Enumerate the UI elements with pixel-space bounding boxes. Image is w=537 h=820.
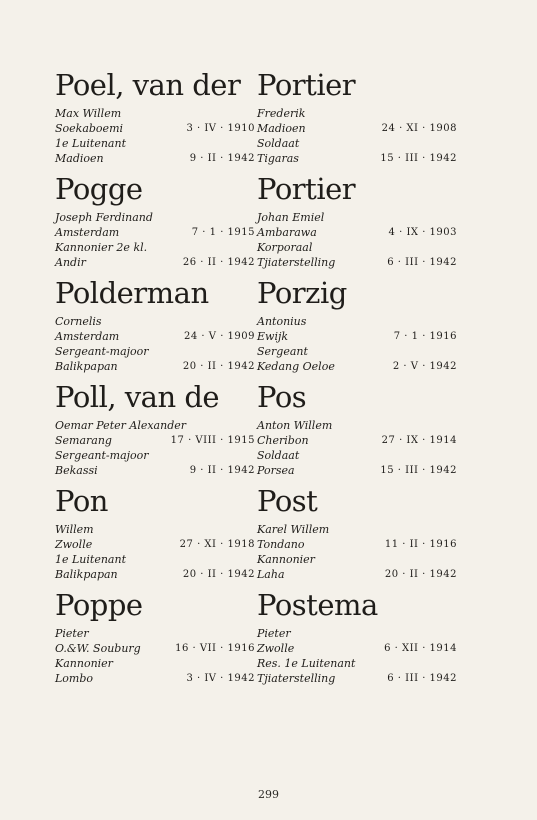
rank-line (55, 552, 255, 567)
birth-place: Zwolle (257, 642, 295, 655)
surname: Poll, van de (55, 380, 220, 414)
birth-place: O.&W. Souburg (55, 642, 141, 655)
birth-date: 11 · II · 1916 (384, 539, 457, 550)
surname: Pon (55, 484, 108, 518)
rank: 1e Luitenant (55, 553, 126, 566)
birth-line (257, 121, 457, 136)
birth-date: 7 · 1 · 1916 (393, 331, 457, 342)
birth-place: Cheribon (257, 434, 309, 447)
birth-line (55, 329, 255, 344)
given-names (55, 418, 255, 433)
death-date: 26 · II · 1942 (182, 257, 255, 268)
rank: Sergeant-majoor (55, 449, 149, 462)
death-line (55, 671, 255, 686)
surname: Porzig (257, 276, 347, 310)
birth-place: Zwolle (55, 538, 93, 551)
given-names (55, 522, 255, 537)
death-place: Tigaras (257, 152, 299, 165)
birth-date: 6 · XII · 1914 (384, 643, 457, 654)
given-names (257, 522, 457, 537)
rank: Sergeant-majoor (55, 345, 149, 358)
death-place: Andir (55, 256, 86, 269)
birth-date: 7 · 1 · 1915 (191, 227, 255, 238)
death-line (257, 567, 457, 582)
birth-line (55, 641, 255, 656)
given-names (257, 106, 457, 121)
entry (257, 588, 457, 686)
given-names (55, 626, 255, 641)
birth-line (55, 537, 255, 552)
rank-line (55, 656, 255, 671)
given-names-text: Joseph Ferdinand (55, 211, 153, 224)
rank: Kannonier 2e kl. (55, 241, 148, 254)
birth-line (257, 433, 457, 448)
given-names-text: Oemar Peter Alexander (55, 419, 187, 432)
birth-date: 16 · VII · 1916 (175, 643, 255, 654)
death-line (257, 463, 457, 478)
death-line (55, 255, 255, 270)
birth-place: Soekaboemi (55, 122, 124, 135)
death-line (257, 255, 457, 270)
given-names (55, 314, 255, 329)
entry (257, 276, 457, 374)
death-place: Kedang Oeloe (257, 360, 335, 373)
given-names (257, 418, 457, 433)
given-names (55, 106, 255, 121)
birth-date: 27 · IX · 1914 (381, 435, 457, 446)
rank-line (257, 656, 457, 671)
entry (55, 172, 255, 270)
entry (55, 588, 255, 686)
death-line (55, 567, 255, 582)
birth-place: Madioen (257, 122, 306, 135)
surname: Pogge (55, 172, 143, 206)
entry (257, 172, 457, 270)
given-names (257, 314, 457, 329)
death-place: Laha (257, 568, 285, 581)
given-names-text: Karel Willem (257, 523, 330, 536)
death-date: 20 · II · 1942 (182, 569, 255, 580)
death-date: 20 · II · 1942 (182, 361, 255, 372)
surname: Polderman (55, 276, 209, 310)
rank: Sergeant (257, 345, 308, 358)
rank: Soldaat (257, 449, 300, 462)
death-date: 6 · III · 1942 (387, 257, 457, 268)
entry (257, 380, 457, 478)
surname: Post (257, 484, 318, 518)
birth-line (257, 225, 457, 240)
death-line (257, 151, 457, 166)
birth-place: Ewijk (257, 330, 289, 343)
death-line (55, 359, 255, 374)
birth-place: Semarang (55, 434, 112, 447)
death-date: 9 · II · 1942 (189, 153, 255, 164)
birth-line (257, 641, 457, 656)
death-date: 3 · IV · 1942 (186, 673, 255, 684)
birth-line (257, 537, 457, 552)
surname: Postema (257, 588, 378, 622)
death-date: 6 · III · 1942 (387, 673, 457, 684)
death-place: Porsea (257, 464, 295, 477)
entry (55, 484, 255, 582)
given-names (257, 626, 457, 641)
birth-place: Amsterdam (55, 226, 120, 239)
birth-date: 24 · V · 1909 (184, 331, 255, 342)
given-names-text: Pieter (55, 627, 89, 640)
entry (257, 68, 457, 166)
entry (55, 276, 255, 374)
given-names-text: Johan Emiel (257, 211, 325, 224)
given-names-text: Max Willem (55, 107, 122, 120)
rank-line (55, 448, 255, 463)
death-place: Bekassi (55, 464, 98, 477)
death-place: Balikpapan (55, 360, 118, 373)
rank: Kannonier (55, 657, 113, 670)
death-line (55, 151, 255, 166)
surname: Poel, van der (55, 68, 241, 102)
death-place: Madioen (55, 152, 104, 165)
birth-line (257, 329, 457, 344)
birth-date: 17 · VIII · 1915 (170, 435, 255, 446)
birth-date: 4 · IX · 1903 (388, 227, 457, 238)
page-number: 299 (258, 788, 279, 801)
rank-line (55, 136, 255, 151)
rank: 1e Luitenant (55, 137, 126, 150)
death-line (55, 463, 255, 478)
birth-line (55, 225, 255, 240)
death-date: 9 · II · 1942 (189, 465, 255, 476)
death-date: 15 · III · 1942 (380, 153, 457, 164)
death-place: Lombo (55, 672, 94, 685)
entry (257, 484, 457, 582)
birth-line (55, 433, 255, 448)
surname: Poppe (55, 588, 143, 622)
surname: Portier (257, 68, 356, 102)
birth-line (55, 121, 255, 136)
surname: Portier (257, 172, 356, 206)
given-names-text: Frederik (257, 107, 306, 120)
given-names-text: Anton Willem (257, 419, 333, 432)
death-date: 2 · V · 1942 (392, 361, 457, 372)
rank-line (257, 136, 457, 151)
given-names-text: Cornelis (55, 315, 102, 328)
rank-line (55, 344, 255, 359)
rank: Kannonier (257, 553, 315, 566)
death-date: 20 · II · 1942 (384, 569, 457, 580)
death-line (257, 671, 457, 686)
rank-line (257, 552, 457, 567)
death-place: Tjiaterstelling (257, 256, 336, 269)
rank-line (257, 448, 457, 463)
given-names (55, 210, 255, 225)
rank: Soldaat (257, 137, 300, 150)
birth-date: 24 · XI · 1908 (381, 123, 457, 134)
birth-date: 27 · XI · 1918 (179, 539, 255, 550)
death-place: Balikpapan (55, 568, 118, 581)
death-line (257, 359, 457, 374)
entry (55, 68, 255, 166)
rank: Res. 1e Luitenant (257, 657, 356, 670)
rank-line (55, 240, 255, 255)
surname: Pos (257, 380, 307, 414)
given-names-text: Pieter (257, 627, 291, 640)
birth-place: Tondano (257, 538, 305, 551)
birth-place: Ambarawa (257, 226, 317, 239)
given-names (257, 210, 457, 225)
given-names-text: Willem (55, 523, 94, 536)
death-date: 15 · III · 1942 (380, 465, 457, 476)
birth-place: Amsterdam (55, 330, 120, 343)
death-place: Tjiaterstelling (257, 672, 336, 685)
rank-line (257, 344, 457, 359)
given-names-text: Antonius (257, 315, 307, 328)
rank-line (257, 240, 457, 255)
entry (55, 380, 255, 478)
rank: Korporaal (257, 241, 313, 254)
birth-date: 3 · IV · 1910 (186, 123, 255, 134)
